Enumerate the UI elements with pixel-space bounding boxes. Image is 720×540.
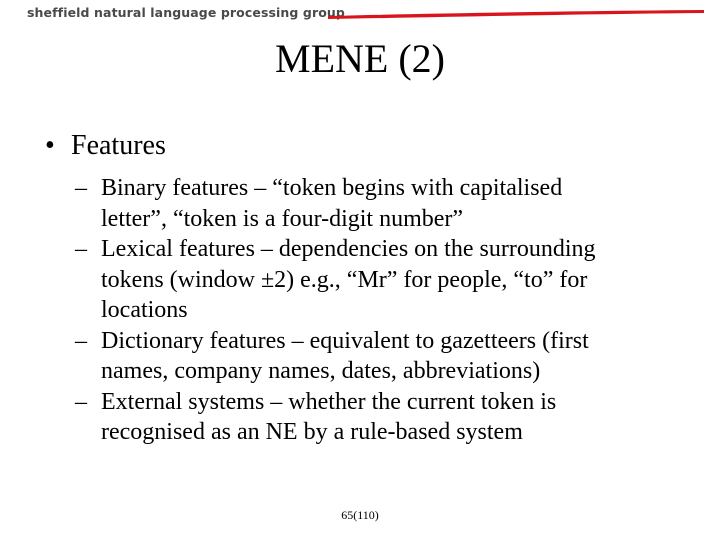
sub-bullet-line: External systems – whether the current token is (101, 388, 557, 415)
page-number: 65(110) (341, 508, 379, 522)
sub-bullet-lexical-features (75, 234, 715, 326)
red-rule-stroke (328, 10, 704, 19)
sub-bullet-line: letter”, “token is a four-digit number” (101, 205, 464, 232)
sub-bullet-line: Lexical features – dependencies on the surrounding (101, 236, 596, 262)
sub-bullet-dictionary-features (75, 326, 715, 387)
sub-bullet-line: tokens (window ±2) e.g., “Mr” for people, “to” for (101, 266, 588, 293)
sub-bullet-line: locations (101, 297, 188, 323)
dash-icon: – (75, 175, 87, 201)
dash-icon: – (75, 327, 87, 354)
slide-title: MENE (2) (275, 36, 445, 81)
dash-icon: – (75, 236, 87, 262)
sub-bullet-binary-features (75, 173, 715, 234)
sub-bullet-external-systems (75, 387, 715, 448)
dash-icon: – (75, 388, 87, 415)
bullet-features-label: Features (71, 130, 166, 161)
bullet-dot-icon: • (45, 130, 55, 161)
bullet-features (45, 130, 166, 162)
header-logo: sheffield natural language processing group (27, 5, 345, 20)
sub-bullet-list (75, 173, 715, 448)
sub-bullet-line: Dictionary features – equivalent to gazetteers (first (101, 327, 589, 354)
sub-bullet-line: recognised as an NE by a rule-based system (101, 419, 523, 445)
sub-bullet-line: names, company names, dates, abbreviations) (101, 358, 541, 384)
sub-bullet-line: Binary features – “token begins with capitalised (101, 175, 563, 201)
header-red-swoosh (326, 0, 706, 24)
